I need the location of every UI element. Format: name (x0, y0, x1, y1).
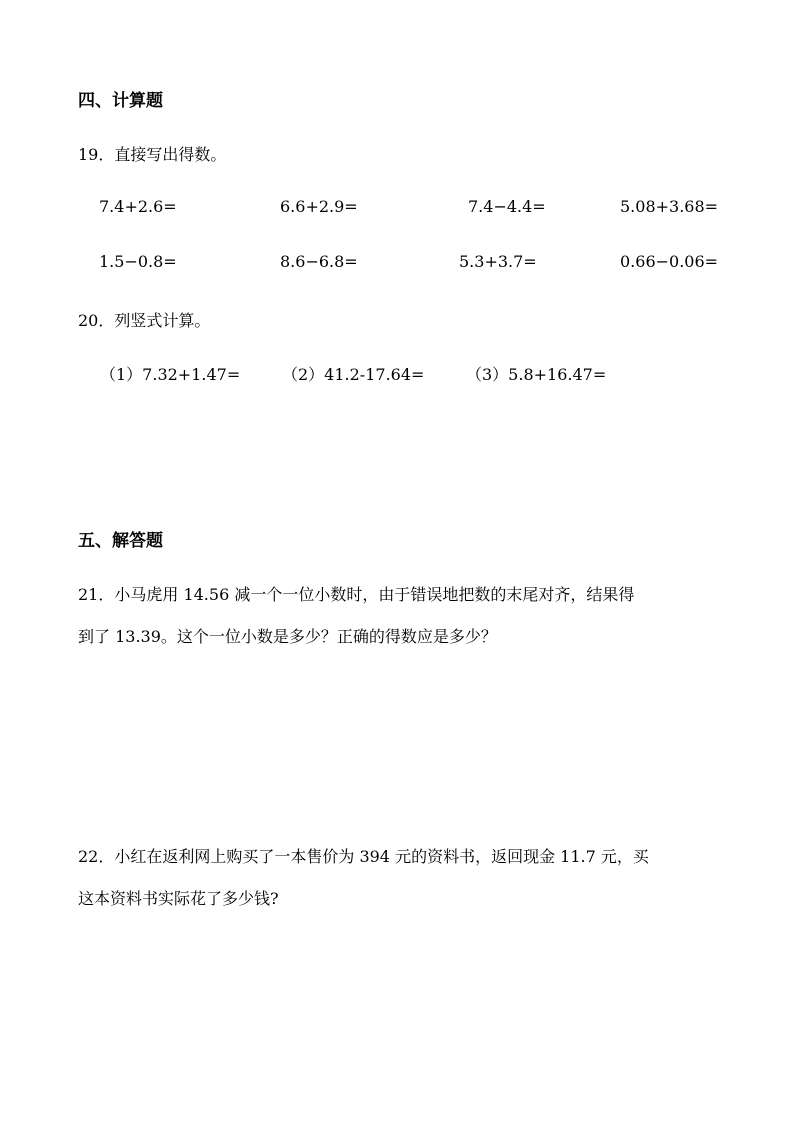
q19-expr-2-3: 5.3+3.7= (459, 252, 537, 271)
q19-expr-2-4: 0.66−0.06= (620, 252, 719, 271)
q20-item-1: （1）7.32+1.47= (100, 365, 241, 384)
question-21-line-1: 21．小马虎用 14.56 减一个一位小数时，由于错误地把数的末尾对齐，结果得 (78, 585, 635, 604)
q20-item-2: （2）41.2-17.64= (282, 365, 425, 384)
q20-item-3: （3）5.8+16.47= (466, 365, 607, 384)
question-21-line-2: 到了 13.39。这个一位小数是多少？正确的得数应是多少？ (78, 627, 497, 646)
q19-expr-2-1: 1.5−0.8= (99, 252, 177, 271)
q19-expr-1-1: 7.4+2.6= (99, 197, 177, 216)
section-four-title: 四、计算题 (78, 91, 163, 111)
q19-expr-1-4: 5.08+3.68= (620, 197, 719, 216)
q19-expr-2-2: 8.6−6.8= (280, 252, 358, 271)
question-22-line-2: 这本资料书实际花了多少钱? (78, 889, 279, 908)
section-five-title: 五、解答题 (78, 531, 163, 551)
q19-expr-1-2: 6.6+2.9= (280, 197, 358, 216)
question-20-stem: 20．列竖式计算。 (78, 311, 211, 330)
question-19-stem: 19．直接写出得数。 (78, 145, 227, 164)
q19-expr-1-3: 7.4−4.4= (468, 197, 546, 216)
question-22-line-1: 22．小红在返利网上购买了一本售价为 394 元的资料书，返回现金 11.7 元，买 (78, 847, 649, 866)
